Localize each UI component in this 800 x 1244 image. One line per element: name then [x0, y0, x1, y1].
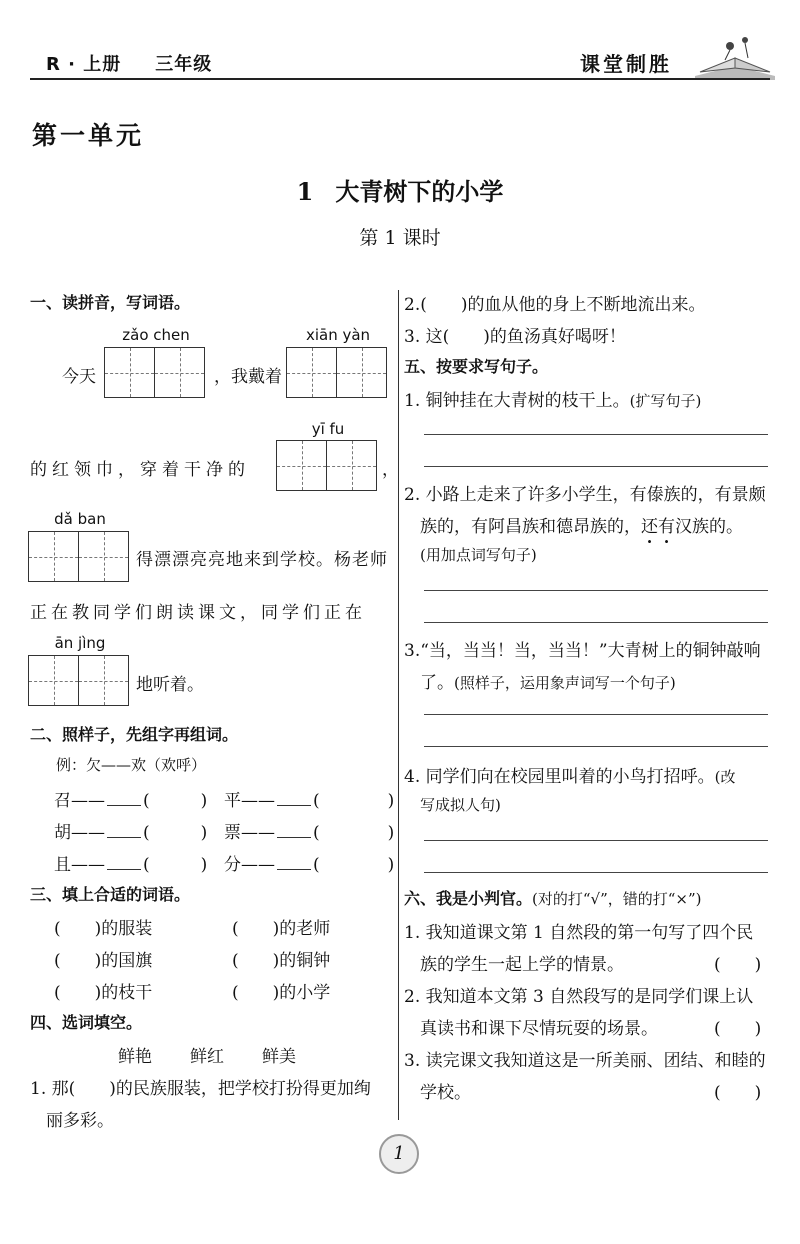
judge-item-2-cont: 真读书和课下尽情玩耍的场景。: [420, 1019, 658, 1039]
word-item: 胡—— ( ): [54, 823, 208, 843]
section-4-title: 四、选词填空。: [30, 1013, 143, 1032]
question-4-3: 3. 这( )的鱼汤真好喝呀！: [404, 327, 626, 347]
question-5-2-cont: 族的，有阿昌族和德昂族的，还有汉族的。: [420, 517, 743, 537]
section-1-title: 一、读拼音，写词语。: [30, 293, 191, 312]
question-5-1: 1. 铜钟挂在大青树的枝干上。(扩写句子): [404, 391, 702, 411]
answer-line[interactable]: [424, 840, 768, 841]
question-5-3: 3.“当，当当！当，当当！”大青树上的铜钟敲响: [404, 641, 761, 661]
question-5-4: 4. 同学们向在校园里叫着的小鸟打招呼。(改: [404, 767, 736, 787]
section-2-title: 二、照样子，先组字再组词。: [30, 725, 239, 744]
header-grade: 三年级: [155, 54, 213, 75]
lesson-title: 1 大青树下的小学: [296, 177, 504, 206]
text-langdu: 正在教同学们朗读课文，同学们正在: [30, 603, 366, 623]
answer-line[interactable]: [424, 872, 768, 873]
header-edition: R · 上册 三年级: [46, 54, 213, 75]
word-choice: 鲜艳: [118, 1047, 152, 1067]
fill-item[interactable]: ( )的国旗: [54, 951, 153, 971]
text-comma: ，: [382, 460, 399, 480]
page-number: 1: [379, 1134, 419, 1174]
text-piaopiao: 得漂漂亮亮地来到学校。杨老师: [136, 550, 388, 570]
text-honglingjin: 的红领巾，穿着干净的: [30, 460, 250, 480]
word-item: 票—— ( ): [224, 823, 395, 843]
pinyin-daban: dǎ ban: [54, 510, 106, 528]
question-4-1: 1. 那( )的民族服装，把学校打扮得更加绚: [30, 1079, 371, 1099]
pinyin-zaochen: zǎo chen: [122, 326, 190, 344]
pinyin-anjing: ān jìng: [54, 634, 106, 652]
question-4-1-cont: 丽多彩。: [46, 1111, 114, 1131]
fill-item[interactable]: ( )的老师: [232, 919, 331, 939]
writing-grid-yifu[interactable]: [276, 440, 377, 491]
word-item: 且—— ( ): [54, 855, 208, 875]
word-item: 分—— ( ): [224, 855, 395, 875]
section-5-title: 五、按要求写句子。: [404, 357, 549, 376]
answer-line[interactable]: [424, 714, 768, 715]
writing-grid-zaochen[interactable]: [104, 347, 205, 398]
question-5-2-hint: (用加点词写句子): [420, 546, 537, 564]
judge-paren[interactable]: ( ): [714, 955, 762, 975]
column-divider: [398, 290, 399, 1120]
word-item: 召—— ( ): [54, 791, 208, 811]
unit-title: 第一单元: [32, 121, 145, 150]
writing-grid-anjing[interactable]: [28, 655, 129, 706]
judge-item-3: 3. 读完课文我知道这是一所美丽、团结、和睦的: [404, 1051, 766, 1071]
section-3-title: 三、填上合适的词语。: [30, 885, 191, 904]
section-6-title: 六、我是小判官。(对的打“√”，错的打“×”): [404, 889, 702, 908]
text-jintian: 今天: [62, 367, 96, 387]
header-divider: [30, 78, 770, 80]
question-5-3-cont: 了。(照样子，运用象声词写一个句子): [420, 673, 676, 693]
answer-line[interactable]: [424, 466, 768, 467]
text-tingzhe: 地听着。: [136, 675, 204, 695]
judge-item-2: 2. 我知道本文第 3 自然段写的是同学们课上认: [404, 987, 754, 1007]
word-choice: 鲜红: [190, 1047, 224, 1067]
question-4-2: 2.( )的血从他的身上不断地流出来。: [404, 295, 706, 315]
fill-item[interactable]: ( )的小学: [232, 983, 331, 1003]
fill-item[interactable]: ( )的服装: [54, 919, 153, 939]
fill-item[interactable]: ( )的枝干: [54, 983, 153, 1003]
judge-item-3-cont: 学校。: [420, 1083, 471, 1103]
judge-paren[interactable]: ( ): [714, 1019, 762, 1039]
judge-item-1-cont: 族的学生一起上学的情景。: [420, 955, 624, 975]
answer-line[interactable]: [424, 434, 768, 435]
pinyin-yifu: yī fu: [311, 420, 345, 438]
period-label: 第 1 课时: [359, 227, 441, 249]
judge-item-1: 1. 我知道课文第 1 自然段的第一句写了四个民: [404, 923, 754, 943]
answer-line[interactable]: [424, 590, 768, 591]
answer-line[interactable]: [424, 622, 768, 623]
question-5-4-hint: 写成拟人句): [420, 796, 501, 814]
word-choice: 鲜美: [262, 1047, 296, 1067]
book-logo-icon: [690, 28, 780, 80]
question-5-2: 2. 小路上走来了许多小学生，有傣族的，有景颇: [404, 485, 766, 505]
writing-grid-xianyan[interactable]: [286, 347, 387, 398]
text-wodaizhe: ，我戴着: [214, 367, 282, 387]
pinyin-xianyan: xiān yàn: [305, 326, 371, 344]
header-brand: 课堂制胜: [580, 52, 672, 76]
example-line: 例：欠——欢（欢呼）: [56, 756, 207, 774]
writing-grid-daban[interactable]: [28, 531, 129, 582]
fill-item[interactable]: ( )的铜钟: [232, 951, 331, 971]
word-item: 平—— ( ): [224, 791, 395, 811]
judge-paren[interactable]: ( ): [714, 1083, 762, 1103]
answer-line[interactable]: [424, 746, 768, 747]
